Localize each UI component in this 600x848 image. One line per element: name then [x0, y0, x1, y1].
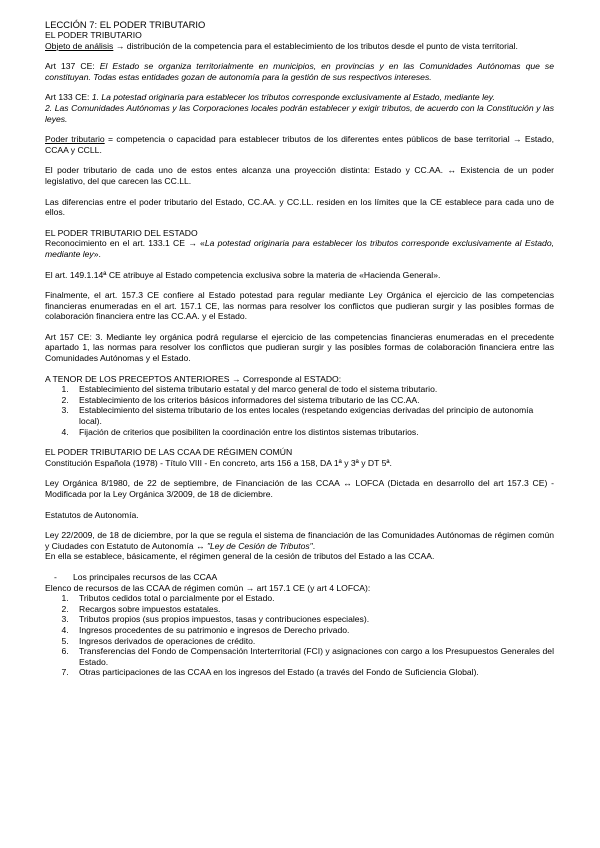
reconocimiento-quote: La potestad originaria para establecer los tributos corresponde exclusivamente al Estado, mediante ley	[45, 238, 554, 259]
ley22-line2: En ella se establece, básicamente, el régimen general de la cesión de tributos del Estado a las CCAA.	[45, 551, 435, 562]
section-heading-ccaa: EL PODER TRIBUTARIO DE LAS CCAA DE RÉGIMEN COMÚN	[45, 447, 293, 458]
reconocimiento-prefix: Reconocimiento en el art. 133.1 CE → «	[45, 238, 205, 249]
section-heading-estado: EL PODER TRIBUTARIO DEL ESTADO	[45, 227, 198, 238]
art137-paragraph	[45, 61, 554, 82]
poder-paragraph	[45, 134, 554, 155]
art133-paragraph	[45, 92, 554, 103]
reconocimiento-suffix: ».	[93, 248, 101, 259]
art137-prefix: Art 137 CE:	[45, 61, 100, 72]
tenor-heading: A TENOR DE LOS PRECEPTOS ANTERIORES → Corresponde al ESTADO:	[45, 373, 342, 384]
constitucion-line: Constitución Española (1978) - Título VIII - En concreto, arts 156 a 158, DA 1ª y 3ª y DT 5ª.	[45, 457, 392, 468]
poder-label: Poder tributario	[45, 134, 105, 145]
art137-text: El Estado se organiza territorialmente en municipios, en provincias y en las Comunidades Autónomas que se constituyan. Todas estas entidades gozan de autonomía para la gestión de sus respectivos intereses.	[45, 61, 555, 82]
poder-text: = competencia o capacidad para establecer tributos de los diferentes entes públicos de base territorial → Estado, CCAA y CCLL.	[45, 134, 554, 155]
art133-line1: 1. La potestad originaria para establecer los tributos corresponde exclusivamente al Estado, mediante ley.	[91, 92, 495, 103]
art133-line2: 2. Las Comunidades Autónomas y las Corporaciones locales podrán establecer y exigir tributos, de acuerdo con la Constitución y las leyes.	[45, 102, 554, 124]
reconocimiento-paragraph	[45, 238, 554, 259]
list-item: 1. Tributos cedidos total o parcialmente por el Estado.	[71, 593, 554, 604]
list-item: 6. Transferencias del Fondo de Compensación Interterritorial (FCI) y asignaciones con cargo a los Presupuestos Generales del Estado.	[71, 646, 554, 667]
recursos-heading: - Los principales recursos de las CCAA	[45, 572, 554, 583]
recursos-list	[45, 593, 554, 678]
list-item: 4. Ingresos procedentes de su patrimonio e ingresos de Derecho privado.	[71, 625, 554, 636]
recursos-heading-list	[45, 572, 554, 583]
ley22-paragraph	[45, 530, 554, 551]
estado-competencias-list	[45, 384, 554, 437]
list-item: 1. Establecimiento del sistema tributario estatal y del marco general de todo el sistema tributario.	[71, 384, 554, 395]
ley22-quote: "Ley de Cesión de Tributos"	[206, 540, 313, 551]
art133-prefix: Art 133 CE:	[45, 92, 92, 103]
objeto-text: → distribución de la competencia para el establecimiento de los tributos desde el punto de vista territorial.	[113, 40, 518, 51]
section-heading-poder-tributario: EL PODER TRIBUTARIO	[45, 30, 142, 40]
lesson-title: LECCIÓN 7: EL PODER TRIBUTARIO	[45, 19, 206, 30]
list-item: 2. Recargos sobre impuestos estatales.	[71, 604, 554, 615]
list-item: 3. Establecimiento del sistema tributario de los entes locales (respetando exigencias derivadas del principio de autonomía local).	[71, 405, 554, 426]
objeto-paragraph	[45, 41, 554, 52]
estatutos-line: Estatutos de Autonomía.	[45, 509, 139, 520]
list-item: 2. Establecimiento de los criterios básicos informadores del sistema tributario de las CC.AA.	[71, 395, 554, 406]
list-item: 5. Ingresos derivados de operaciones de crédito.	[71, 636, 554, 647]
list-item: 4. Fijación de criterios que posibiliten la coordinación entre los distintos sistemas tributarios.	[71, 427, 554, 438]
art149-paragraph: El art. 149.1.14ª CE atribuye al Estado competencia exclusiva sobre la materia de «Hacienda General».	[45, 269, 441, 280]
elenco-line: Elenco de recursos de las CCAA de régimen común → art 157.1 CE (y art 4 LOFCA):	[45, 582, 371, 593]
ley22-text: Ley 22/2009, de 18 de diciembre, por la que se regula el sistema de financiación de las Comunidades Autónomas de régimen común y Ciudades con Estatuto de Autonomía ↔	[45, 530, 554, 551]
list-item: 7. Otras participaciones de las CCAA en los ingresos del Estado (a través del Fondo de Suficiencia Global).	[71, 667, 554, 678]
list-item: 3. Tributos propios (sus propios impuestos, tasas y contribuciones especiales).	[71, 614, 554, 625]
art157-paragraph: Art 157 CE: 3. Mediante ley orgánica podrá regularse el ejercicio de las competencias financieras enumeradas en el precedente apartado 1, las normas para resolver los conflictos que pudieran surgir y las posibles formas de colaboración financiera entre las Comunidades Autónomas y el Estado.	[45, 331, 554, 364]
objeto-label: Objeto de análisis	[45, 40, 114, 51]
diferencias-paragraph: Las diferencias entre el poder tributario del Estado, CC.AA. y CC.LL. residen en los límites que la CE establece para cada uno de ellos.	[45, 196, 554, 218]
proyeccion-paragraph: El poder tributario de cada uno de estos entes alcanza una proyección distinta: Estado y CC.AA. ↔ Existencia de un poder legislativo, del que carecen las CC.LL.	[45, 165, 554, 186]
ley22-end: .	[312, 540, 316, 551]
finalmente-paragraph: Finalmente, el art. 157.3 CE confiere al Estado potestad para regular mediante Ley Orgánica el ejercicio de las competencias financieras enumeradas en el art. 157.1 CE, las normas para resolver los conflictos que pudieran surgir y las posibles formas de colaboración financiera entre las CC.AA. y el Estado.	[45, 290, 554, 322]
lofca-paragraph: Ley Orgánica 8/1980, de 22 de septiembre, de Financiación de las CCAA ↔ LOFCA (Dictada en desarrollo del art 157.3 CE) - Modificada por la Ley Orgánica 3/2009, de 18 de diciembre.	[45, 478, 554, 499]
